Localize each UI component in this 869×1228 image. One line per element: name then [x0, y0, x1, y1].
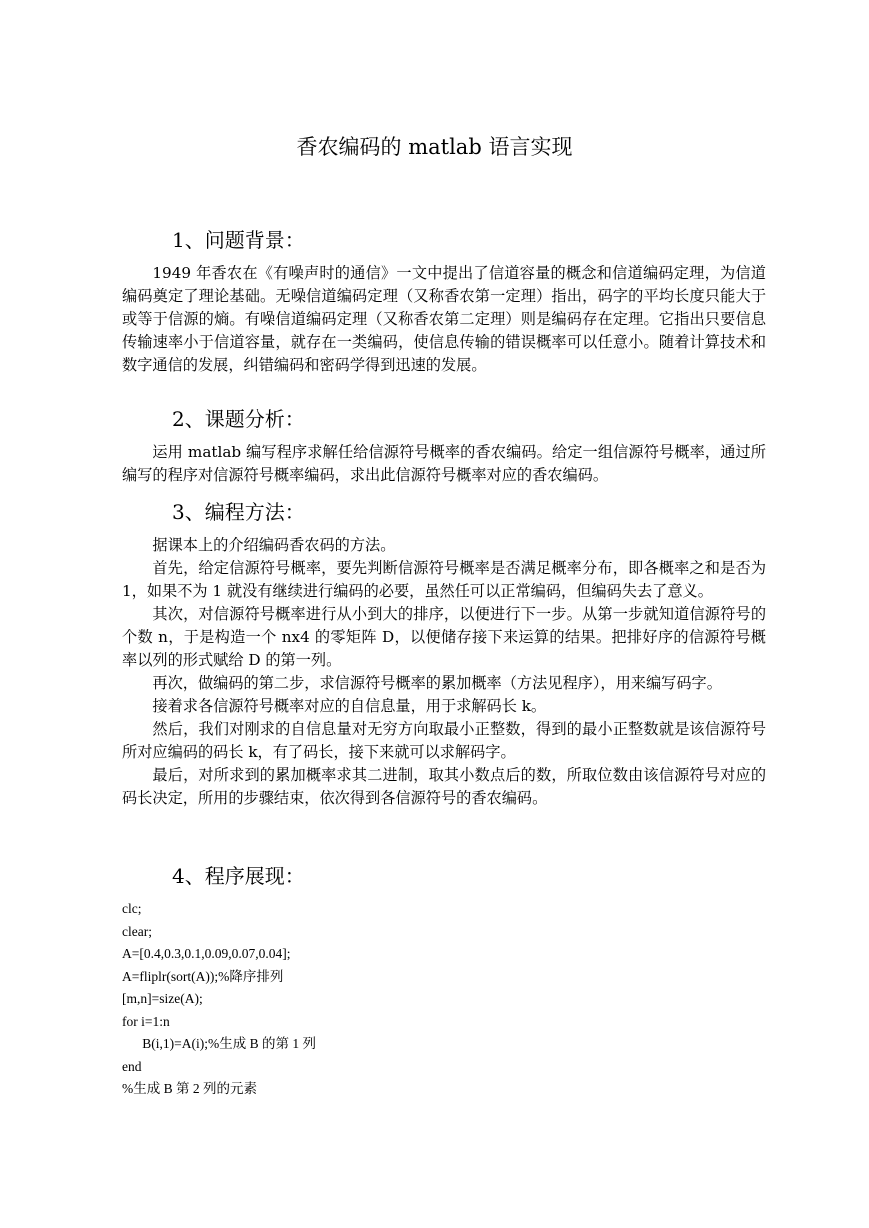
code-line: clc;: [122, 901, 142, 916]
section-heading-program: 4、程序展现：: [172, 864, 305, 888]
code-line: end: [122, 1058, 142, 1074]
paragraph: 首先，给定信源符号概率，要先判断信源符号概率是否满足概率分布，即各概率之和是否为 1，如果不为 1 就没有继续进行编码的必要，虽然任可以正常编码，但编码失去了意义。: [122, 559, 766, 600]
paragraph: 然后，我们对刚求的自信息量对无穷方向取最小正整数，得到的最小正整数就是该信源符号所对应编码的码长 k，有了码长，接下来就可以求解码字。: [122, 720, 766, 761]
code-line: for i=1:n: [122, 1013, 170, 1029]
section-heading-background: 1、问题背景：: [172, 228, 305, 252]
code-line: A=[0.4,0.3,0.1,0.09,0.07,0.04];: [122, 946, 291, 961]
section-body-background: [122, 262, 766, 377]
section-body-analysis: [122, 441, 766, 487]
paragraph: 1949 年香农在《有噪声时的通信》一文中提出了信道容量的概念和信道编码定理，为信道编码奠定了理论基础。无噪信道编码定理（又称香农第一定理）指出，码字的平均长度只能大于或等于信源的熵。有噪信道编码定理（又称香农第二定理）则是编码存在定理。它指出只要信息传输速率小于信道容量，就存在一类编码，使信息传输的错误概率可以任意小。随着计算技术和数字通信的发展，纠错编码和密码学得到迅速的发展。: [122, 264, 766, 374]
paragraph: 再次，做编码的第二步，求信源符号概率的累加概率（方法见程序），用来编写码字。: [152, 674, 722, 692]
paragraph: 其次，对信源符号概率进行从小到大的排序，以便进行下一步。从第一步就知道信源符号的个数 n，于是构造一个 nx4 的零矩阵 D，以便储存接下来运算的结果。把排好序的信源符号概率以列的形式赋给 D 的第一列。: [122, 605, 766, 669]
paragraph: 接着求各信源符号概率对应的自信息量，用于求解码长 k。: [152, 697, 547, 715]
code-line: A=fliplr(sort(A));%降序排列: [122, 968, 284, 984]
paragraph: 运用 matlab 编写程序求解任给信源符号概率的香农编码。给定一组信源符号概率，通过所编写的程序对信源符号概率编码，求出此信源符号概率对应的香农编码。: [122, 443, 766, 484]
paragraph: 据课本上的介绍编码香农码的方法。: [152, 536, 396, 554]
section-heading-analysis: 2、课题分析：: [172, 407, 305, 431]
code-listing: [122, 898, 762, 1101]
code-line: clear;: [122, 923, 152, 939]
code-line: B(i,1)=A(i);%生成 B 的第 1 列: [122, 1036, 316, 1051]
section-heading-method: 3、编程方法：: [172, 500, 305, 524]
paragraph: 最后，对所求到的累加概率求其二进制，取其小数点后的数，所取位数由该信源符号对应的码长决定，所用的步骤结束，依次得到各信源符号的香农编码。: [122, 766, 766, 807]
section-body-method: [122, 534, 766, 810]
code-line: [m,n]=size(A);: [122, 991, 203, 1006]
code-line: %生成 B 第 2 列的元素: [122, 1081, 257, 1096]
document-title: 香农编码的 matlab 语言实现: [296, 135, 573, 159]
